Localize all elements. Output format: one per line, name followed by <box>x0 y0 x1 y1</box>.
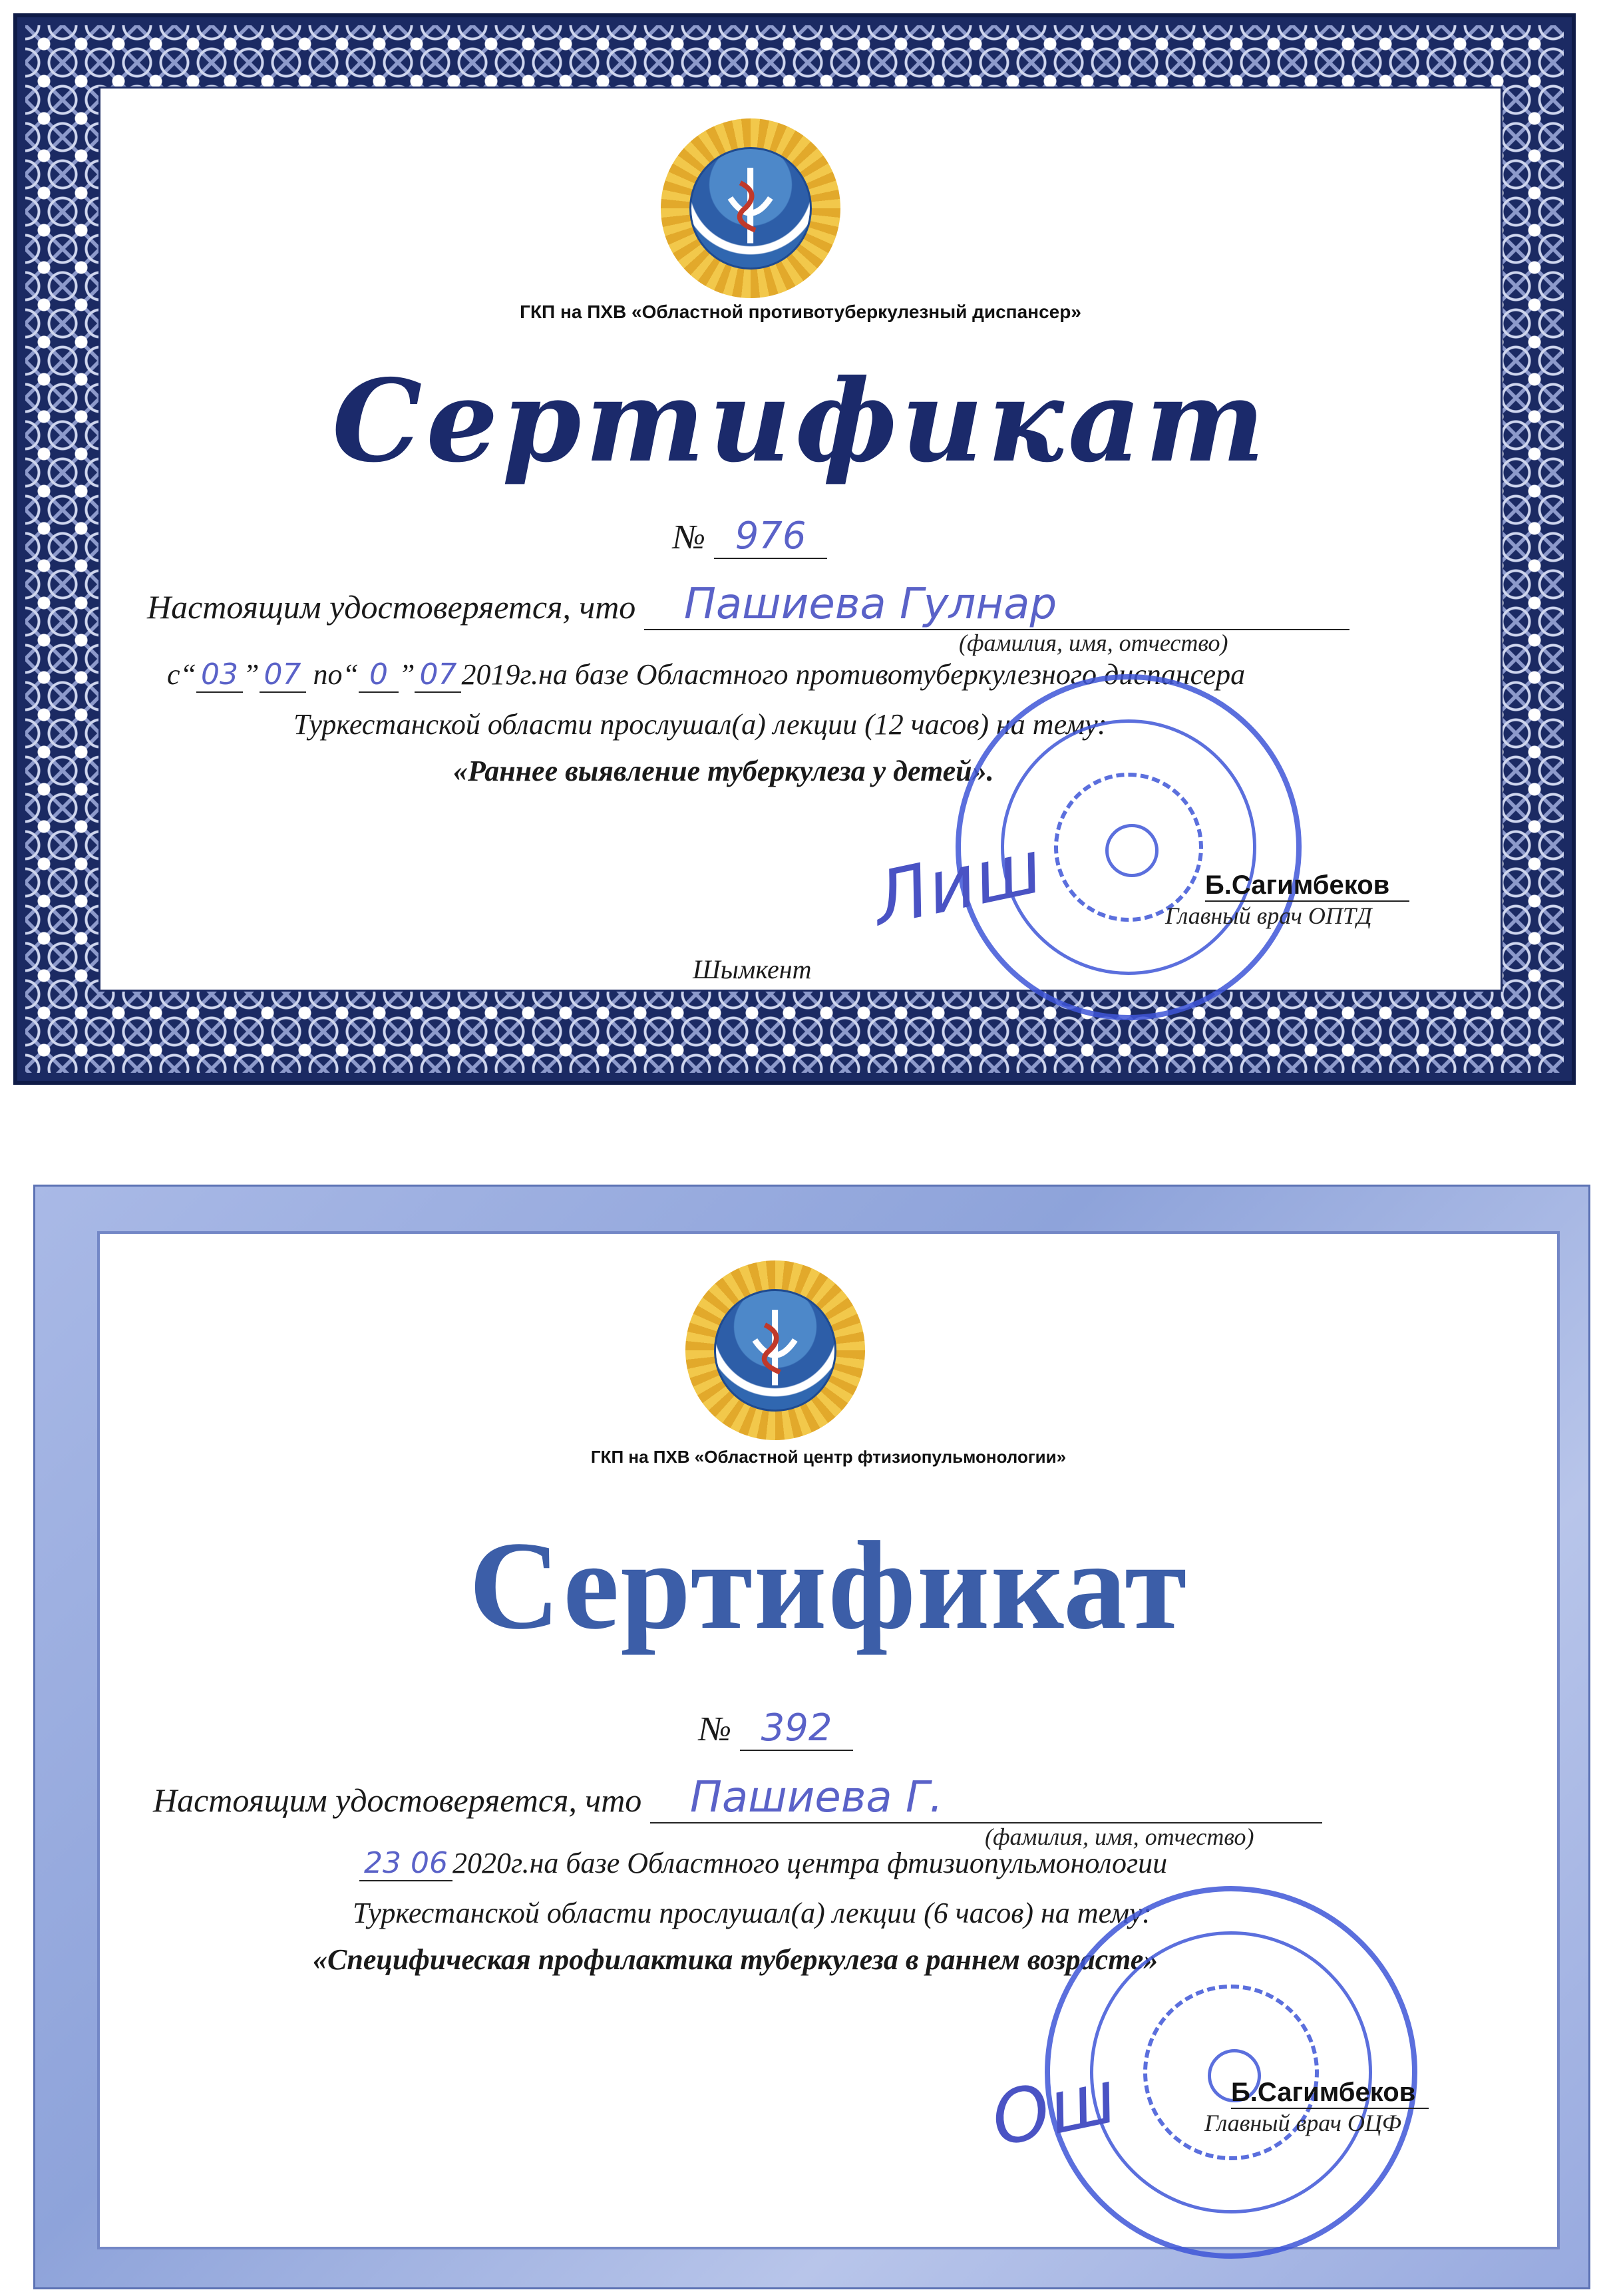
year-text: 2020г.на базе Областного центра фтизиопульмонологии <box>452 1847 1168 1879</box>
name-caption: (фамилия, имя, отчество) <box>959 630 1228 656</box>
certify-line <box>147 580 1349 630</box>
medical-emblem-icon <box>685 1260 865 1440</box>
date-day: 23 <box>359 1846 406 1881</box>
city: Шымкент <box>693 954 812 984</box>
number-value: 976 <box>714 514 827 559</box>
year-text: 2019г.на базе Областного противотуберкулезного диспансера <box>461 658 1246 691</box>
recipient-name: Пашиева Г. <box>650 1773 1322 1823</box>
lecture-line: Туркестанской области прослушал(а) лекции (12 часов) на тему: <box>293 708 1107 741</box>
certificate-number <box>673 514 827 559</box>
organization-name: ГКП на ПХВ «Областной противотуберкулезный диспансер» <box>520 301 1081 322</box>
certify-text: Настоящим удостоверяется, что <box>153 1782 642 1819</box>
to-label: по <box>313 658 343 691</box>
number-value: 392 <box>740 1706 853 1751</box>
date-line: с“ 03 ” 07 по“ 0 ” 07 2019г.на базе Областного противотуберкулезного диспансера <box>167 658 1246 691</box>
date-month: 06 <box>406 1846 452 1881</box>
certify-text: Настоящим удостоверяется, что <box>147 588 636 626</box>
certificate-1 <box>13 13 1576 1085</box>
certificate-body <box>98 87 1503 992</box>
signer-name: Б.Сагимбеков <box>1231 2078 1429 2109</box>
organization-name: ГКП на ПХВ «Областной центр фтизиопульмонологии» <box>590 1447 1067 1467</box>
signer-role: Главный врач ОПТД <box>1165 902 1372 929</box>
medical-emblem-icon <box>661 118 840 298</box>
from-label: с <box>167 658 180 691</box>
lecture-topic: «Раннее выявление туберкулеза у детей». <box>453 755 994 787</box>
date-from-day: 03 <box>196 658 243 693</box>
number-label: № <box>699 1710 732 1748</box>
certificate-2 <box>33 1185 1590 2289</box>
signature: Ош <box>984 2053 1124 2164</box>
certificate-title: Сертификат <box>332 355 1269 488</box>
signer-name: Б.Сагимбеков <box>1205 870 1409 902</box>
certify-line <box>153 1773 1322 1823</box>
signature: Лиш <box>865 823 1049 943</box>
signer-role: Главный врач ОЦФ <box>1204 2110 1401 2136</box>
date-to-day: 0 <box>359 658 399 693</box>
date-from-month: 07 <box>260 658 306 693</box>
certificate-number <box>699 1706 853 1751</box>
lecture-line: Туркестанской области прослушал(а) лекции (6 часов) на тему: <box>353 1897 1152 1929</box>
date-to-month: 07 <box>415 658 461 693</box>
certificate-body <box>97 1231 1560 2249</box>
name-caption: (фамилия, имя, отчество) <box>985 1823 1254 1850</box>
date-line <box>359 1846 1167 1881</box>
recipient-name: Пашиева Гулнар <box>644 580 1349 630</box>
lecture-topic: «Специфическая профилактика туберкулеза в раннем возрасте» <box>313 1943 1159 1976</box>
certificate-title: Сертификат <box>468 1516 1188 1656</box>
number-label: № <box>673 518 706 556</box>
